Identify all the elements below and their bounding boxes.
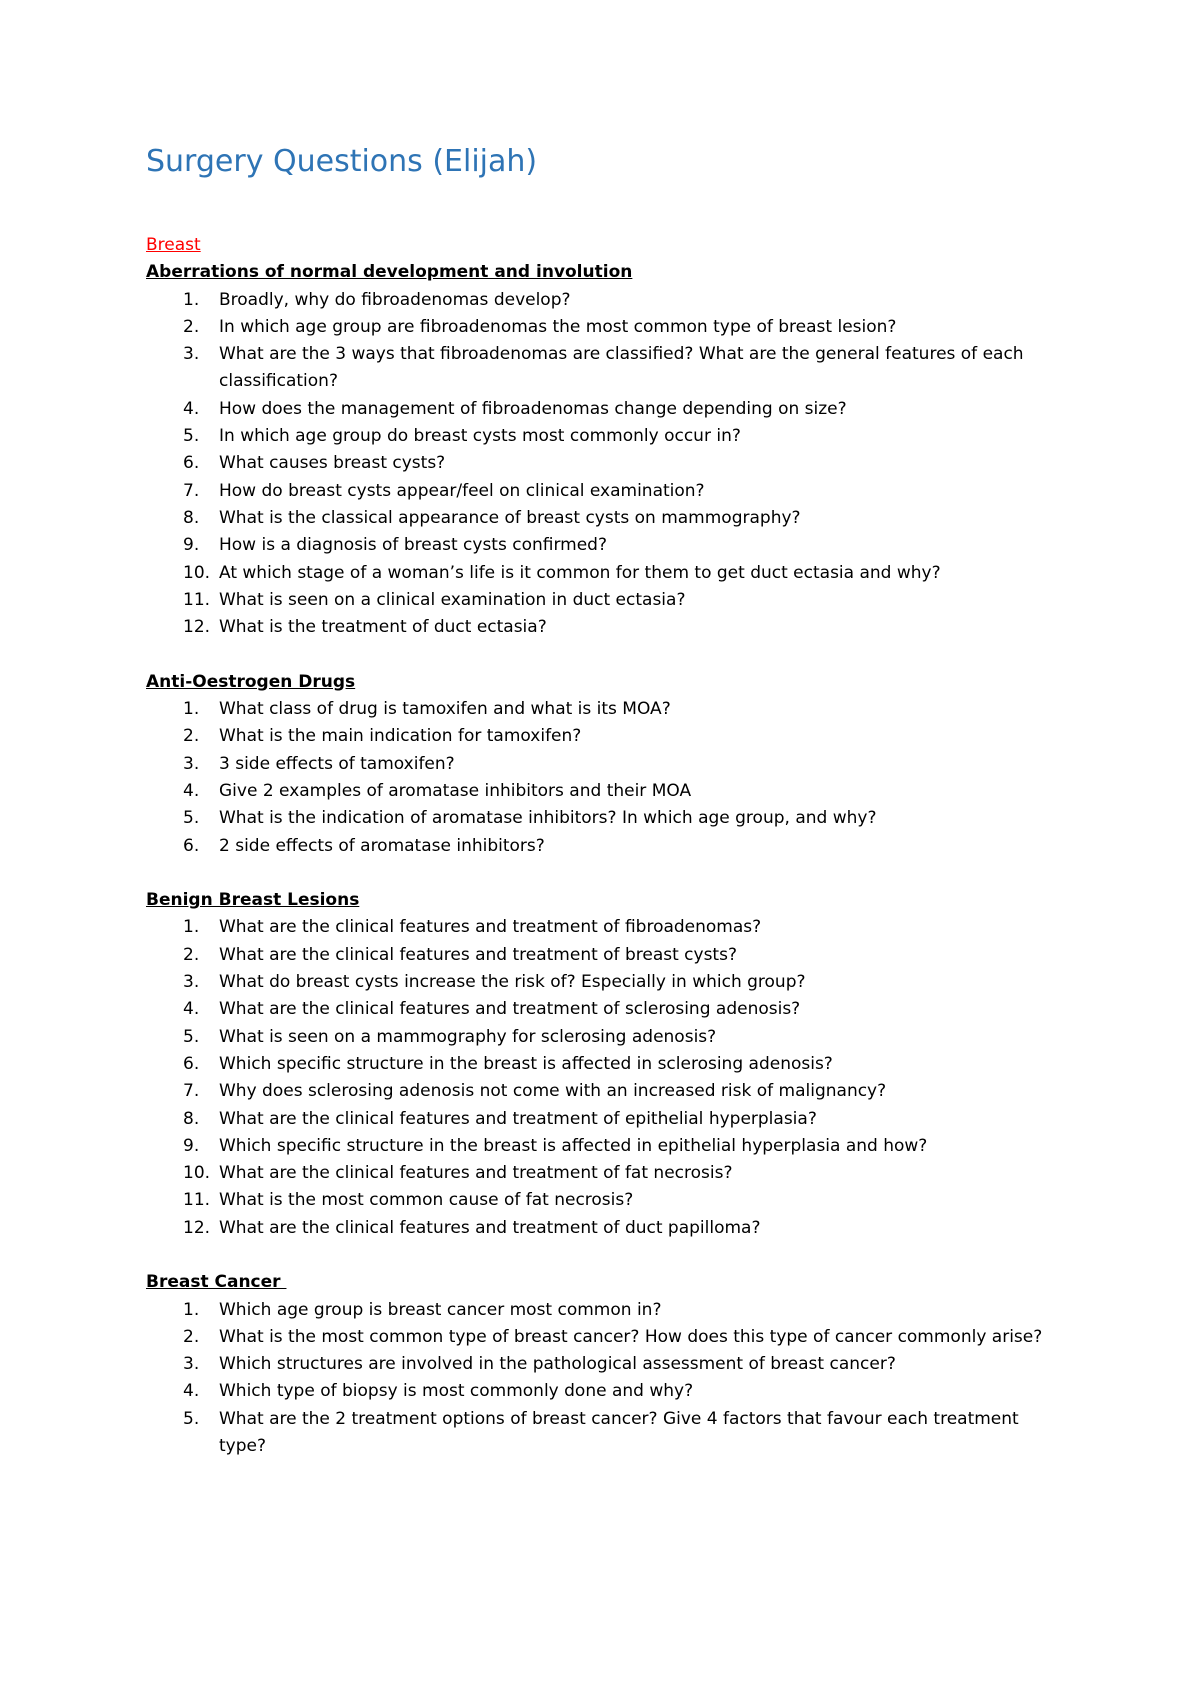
- question-list: [146, 287, 1066, 642]
- question-text: 2 side effects of aromatase inhibitors?: [219, 835, 545, 856]
- question-text: In which age group do breast cysts most commonly occur in?: [219, 426, 741, 447]
- question-text: What are the 3 ways that fibroadenomas are classified? What are the general features of each classification?: [219, 344, 1024, 392]
- question-text: What are the 2 treatment options of breast cancer? Give 4 factors that favour each treatment type?: [219, 1408, 1019, 1457]
- question-text: Give 2 examples of aromatase inhibitors and their MOA: [219, 780, 692, 801]
- topic-heading: Breast: [146, 235, 201, 255]
- question-item: [146, 1078, 1066, 1105]
- question-text: 3 side effects of tamoxifen?: [219, 753, 455, 774]
- section-heading: Anti-Oestrogen Drugs: [146, 671, 356, 692]
- question-number: 5.: [183, 1408, 200, 1429]
- question-item: [146, 1406, 1066, 1461]
- question-text: Why does sclerosing adenosis not come with an increased risk of malignancy?: [219, 1081, 887, 1102]
- question-list: [146, 696, 1066, 860]
- question-number: 10.: [183, 562, 211, 583]
- question-item: [146, 505, 1066, 532]
- question-number: 5.: [183, 426, 200, 447]
- question-item: [146, 969, 1066, 996]
- question-number: 1.: [183, 917, 200, 938]
- question-item: [146, 778, 1066, 805]
- question-text: What is the classical appearance of breast cysts on mammography?: [219, 507, 801, 528]
- question-text: What is seen on a clinical examination in duct ectasia?: [219, 589, 686, 610]
- question-number: 12.: [183, 1217, 211, 1238]
- question-number: 4.: [183, 999, 200, 1020]
- question-text: Which age group is breast cancer most common in?: [219, 1299, 662, 1320]
- question-text: What is the treatment of duct ectasia?: [219, 617, 547, 638]
- question-item: [146, 1160, 1066, 1187]
- question-number: 4.: [183, 1381, 200, 1402]
- question-number: 1.: [183, 699, 200, 720]
- question-text: What class of drug is tamoxifen and what is its MOA?: [219, 699, 671, 720]
- question-item: [146, 396, 1066, 423]
- question-item: [146, 1378, 1066, 1405]
- question-number: 3.: [183, 344, 200, 365]
- question-number: 3.: [183, 753, 200, 774]
- question-number: 3.: [183, 972, 200, 993]
- question-item: [146, 723, 1066, 750]
- section-heading: Aberrations of normal development and involution: [146, 262, 633, 283]
- question-number: 6.: [183, 453, 200, 474]
- question-number: 2.: [183, 316, 200, 337]
- question-number: 6.: [183, 1053, 200, 1074]
- question-list: [146, 914, 1066, 1242]
- question-number: 7.: [183, 1081, 200, 1102]
- question-text: How is a diagnosis of breast cysts confirmed?: [219, 535, 607, 556]
- question-text: Which type of biopsy is most commonly done and why?: [219, 1381, 694, 1402]
- document-title: Surgery Questions (Elijah): [146, 144, 538, 179]
- question-number: 4.: [183, 398, 200, 419]
- question-text: In which age group are fibroadenomas the most common type of breast lesion?: [219, 316, 897, 337]
- question-number: 5.: [183, 808, 200, 829]
- question-number: 1.: [183, 1299, 200, 1320]
- question-text: What are the clinical features and treatment of epithelial hyperplasia?: [219, 1108, 817, 1129]
- question-text: What is the most common cause of fat necrosis?: [219, 1190, 634, 1211]
- question-number: 4.: [183, 780, 200, 801]
- question-number: 8.: [183, 507, 200, 528]
- question-number: 5.: [183, 1026, 200, 1047]
- question-text: What are the clinical features and treatment of duct papilloma?: [219, 1217, 761, 1238]
- section: [146, 887, 1066, 1242]
- question-item: [146, 914, 1066, 941]
- question-text: What are the clinical features and treatment of breast cysts?: [219, 944, 737, 965]
- question-item: [146, 450, 1066, 477]
- question-text: What is the main indication for tamoxifen?: [219, 726, 582, 747]
- question-number: 2.: [183, 1326, 200, 1347]
- question-item: [146, 341, 1066, 396]
- section: [146, 1269, 1066, 1460]
- question-text: What causes breast cysts?: [219, 453, 446, 474]
- question-item: [146, 423, 1066, 450]
- question-item: [146, 1133, 1066, 1160]
- question-item: [146, 833, 1066, 860]
- question-item: [146, 1215, 1066, 1242]
- question-text: Which structures are involved in the pathological assessment of breast cancer?: [219, 1354, 896, 1375]
- question-number: 3.: [183, 1354, 200, 1375]
- question-item: [146, 1024, 1066, 1051]
- section: [146, 669, 1066, 860]
- question-number: 2.: [183, 944, 200, 965]
- question-item: [146, 1324, 1066, 1351]
- question-number: 12.: [183, 617, 211, 638]
- question-item: [146, 587, 1066, 614]
- question-item: [146, 560, 1066, 587]
- question-number: 2.: [183, 726, 200, 747]
- section: [146, 259, 1066, 641]
- question-item: [146, 478, 1066, 505]
- sections-container: [146, 259, 1066, 1460]
- question-item: [146, 287, 1066, 314]
- question-text: What are the clinical features and treatment of fat necrosis?: [219, 1163, 733, 1184]
- question-number: 7.: [183, 480, 200, 501]
- question-text: Which specific structure in the breast is affected in sclerosing adenosis?: [219, 1053, 833, 1074]
- question-item: [146, 996, 1066, 1023]
- question-item: [146, 805, 1066, 832]
- question-list: [146, 1297, 1066, 1461]
- question-number: 9.: [183, 1135, 200, 1156]
- question-item: [146, 1297, 1066, 1324]
- question-item: [146, 1106, 1066, 1133]
- question-item: [146, 532, 1066, 559]
- question-number: 8.: [183, 1108, 200, 1129]
- question-text: What are the clinical features and treatment of fibroadenomas?: [219, 917, 762, 938]
- question-item: [146, 1051, 1066, 1078]
- question-text: How does the management of fibroadenomas change depending on size?: [219, 398, 847, 419]
- question-item: [146, 751, 1066, 778]
- question-item: [146, 942, 1066, 969]
- section-heading: Breast Cancer: [146, 1272, 287, 1293]
- question-item: [146, 614, 1066, 641]
- question-text: Which specific structure in the breast is affected in epithelial hyperplasia and how?: [219, 1135, 928, 1156]
- question-text: What is seen on a mammography for sclerosing adenosis?: [219, 1026, 717, 1047]
- question-text: Broadly, why do fibroadenomas develop?: [219, 289, 571, 310]
- document-body: [146, 232, 1066, 1488]
- question-text: What do breast cysts increase the risk of? Especially in which group?: [219, 972, 806, 993]
- question-number: 11.: [183, 1190, 211, 1211]
- question-text: How do breast cysts appear/feel on clinical examination?: [219, 480, 705, 501]
- question-number: 9.: [183, 535, 200, 556]
- question-item: [146, 314, 1066, 341]
- question-number: 10.: [183, 1163, 211, 1184]
- question-number: 11.: [183, 589, 211, 610]
- question-text: What is the indication of aromatase inhibitors? In which age group, and why?: [219, 808, 877, 829]
- question-number: 6.: [183, 835, 200, 856]
- question-text: What is the most common type of breast cancer? How does this type of cancer commonly arise?: [219, 1326, 1043, 1347]
- question-item: [146, 1351, 1066, 1378]
- question-number: 1.: [183, 289, 200, 310]
- question-item: [146, 696, 1066, 723]
- question-text: At which stage of a woman’s life is it common for them to get duct ectasia and why?: [219, 562, 941, 583]
- question-text: What are the clinical features and treatment of sclerosing adenosis?: [219, 999, 801, 1020]
- question-item: [146, 1187, 1066, 1214]
- section-heading: Benign Breast Lesions: [146, 890, 360, 911]
